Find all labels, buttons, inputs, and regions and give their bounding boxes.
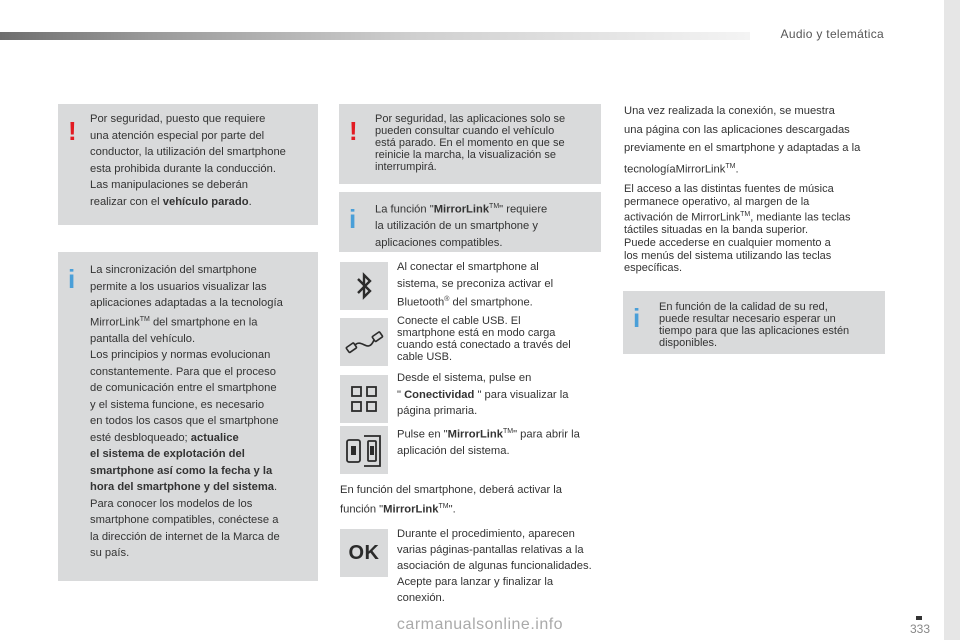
page-side-strip (944, 0, 960, 640)
header-rule (0, 32, 750, 40)
watermark: carmanualsonline.info (396, 616, 564, 633)
mirrorlink-icon (340, 426, 388, 474)
network-info-box (623, 291, 885, 354)
step-bluetooth-text: Al conectar el smartphone al sistema, se preconiza activar el Bluetooth® del smartphone. (397, 261, 554, 309)
apps-warning-text: Por seguridad, las aplicaciones solo se pueden consultar cuando el vehículo está parado. En el momento en que se reinicie la marcha, la visualización se interrumpirá. (375, 113, 566, 173)
info-i-icon: i (633, 303, 641, 333)
safety-warning-text: Por seguridad, puesto que requiere una atención especial por parte del conductor, la utilización del smartphone esta prohibida durante la conducción. Las manipulaciones se deberán realizar con el vehículo parado. (90, 113, 286, 208)
sync-info-text: La sincronización del smartphone permite a los usuarios visualizar las aplicaciones adaptadas a la tecnología MirrorLink™ del smartphone en la pantalla del vehículo. Los principios y normas evolucionan constantemente. Para que el proceso de comunicación entre el smartphone y el sistema funcione, es necesario en todos los casos que el smartphone esté desbloqueado; actualice el sistema de explotación del smartphone así como la fecha y la hora del smartphone y del sistema. Para conocer los modelos de los smartphone compatibles, conéctese a la dirección de internet de la Marca de su país. (90, 264, 283, 560)
section-title: Audio y telemática (780, 27, 884, 41)
info-i-icon: i (68, 264, 76, 294)
exclamation-mark-icon: ! (349, 116, 358, 146)
sync-info-box (58, 252, 318, 581)
step-connectivity-text: Desde el sistema, pulse en " Conectividad " para visualizar la página primaria. (397, 372, 569, 417)
info-i-icon: i (349, 204, 357, 234)
step-usb-text: Conecte el cable USB. El smartphone está en modo carga cuando está conectado a través del cable USB. (397, 315, 571, 363)
connection-result-text: Una vez realizada la conexión, se muestra una página con las aplicaciones descargadas previamente en el smartphone y adaptadas a la tecnologíaMirrorLink™. (624, 105, 861, 176)
network-info-text: En función de la calidad de su red, puede resultar necesario esperar un tiempo para que las aplicaciones estén disponibles. (659, 301, 850, 349)
bluetooth-icon (340, 262, 388, 310)
apps-warning-box (339, 104, 601, 184)
mirrorlink-requirement-text: La función "MirrorLink™" requiere la utilización de un smartphone y aplicaciones compatibles. (375, 203, 548, 249)
page-number: 333 (909, 622, 930, 636)
exclamation-mark-icon: ! (68, 116, 77, 146)
step-mirrorlink-text: Pulse en "MirrorLink™" para abrir la aplicación del sistema. (397, 428, 580, 458)
step-accept-text: Durante el procedimiento, aparecen varias páginas-pantallas relativas a la asociación de algunas funcionalidades. Acepte para lanzar y finalizar la conexión. (397, 528, 592, 604)
app-grid-icon (340, 375, 388, 423)
mirrorlink-requirement-box (339, 192, 601, 252)
ok-icon: OK (340, 529, 388, 577)
safety-warning-box (58, 104, 318, 225)
music-sources-text: El acceso a las distintas fuentes de música permanece operativo, al margen de la activación de MirrorLink™, mediante las teclas táctiles situadas en la banda superior. Puede accederse en cualquier momento a los menús del sistema utilizando las teclas específicas. (624, 183, 851, 275)
usb-cable-icon (340, 318, 388, 366)
smartphone-activation-text: En función del smartphone, deberá activar la función "MirrorLink™". (340, 484, 563, 516)
